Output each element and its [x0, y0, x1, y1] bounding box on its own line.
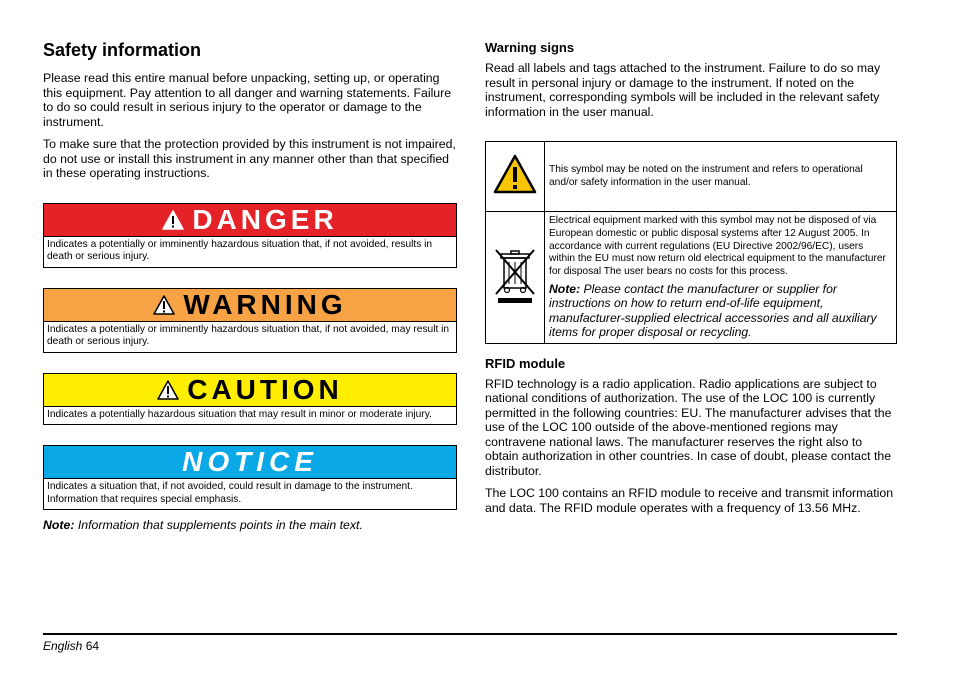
section-title: Safety information — [43, 40, 202, 60]
protection-paragraph: To make sure that the protection provided by this instrument is not impaired, do not use or install this instrument in any manner other than that specified in these operating instructions. — [43, 137, 456, 180]
danger-box — [43, 203, 457, 268]
table-row — [486, 212, 897, 344]
warning-label: WARNING — [183, 288, 347, 320]
footer-divider — [43, 633, 897, 635]
rfid-heading: RFID module — [485, 355, 566, 371]
symbol-description: This symbol may be noted on the instrument and refers to operational and/or safety information in the user manual. — [545, 142, 897, 212]
right-column — [485, 40, 897, 523]
warning-triangle-icon — [162, 210, 184, 230]
caution-label: CAUTION — [187, 373, 343, 405]
warning-triangle-icon — [157, 380, 179, 400]
warning-description: Indicates a potentially or imminently hazardous situation that, if not avoided, may result in death or serious injury. — [47, 323, 450, 347]
caution-banner — [44, 374, 456, 407]
caution-description: Indicates a potentially hazardous situation that may result in minor or moderate injury. — [47, 408, 432, 420]
symbol-cell — [486, 212, 545, 344]
warning-banner — [44, 289, 456, 322]
warning-triangle-icon — [492, 153, 538, 195]
warning-triangle-icon — [153, 295, 175, 315]
notice-label: NOTICE — [182, 446, 318, 477]
danger-label: DANGER — [192, 203, 338, 235]
warning-box — [43, 288, 457, 353]
main-note — [43, 518, 457, 532]
left-column — [43, 40, 457, 532]
symbol-description — [545, 212, 897, 344]
page-number: 64 — [85, 639, 100, 653]
table-row — [486, 142, 897, 212]
notice-banner — [44, 446, 456, 479]
disposal-note — [549, 282, 892, 340]
footer-language: English — [43, 639, 83, 653]
note-text: Information that supplements points in the main text. — [77, 518, 363, 532]
caution-box — [43, 373, 457, 426]
warning-signs-paragraph: Read all labels and tags attached to the instrument. Failure to do so may result in personal injury or damage to the instrument. If noted on the instrument, corresponding symbols will be included in the relevant safety information in the user manual. — [485, 61, 881, 119]
danger-description: Indicates a potentially or imminently hazardous situation that, if not avoided, results in death or serious injury. — [47, 238, 433, 262]
rfid-paragraph-1: RFID technology is a radio application. Radio applications are subject to national conditions of authorization. The use of the LOC 100 is currently permitted in the following countries: EU. The manufacturer advises that the use of the LOC 100 outside of the above-mentioned regions may contravene national laws. The manufacturer reserves the right also to obtain authorization in other countries. In case of doubt, please contact the distributor. — [485, 376, 892, 478]
note-label: Note: — [43, 518, 75, 532]
intro-paragraph: Please read this entire manual before unpacking, setting up, or operating this equipment. Pay attention to all danger and warning statements. Failure to do so could result in serious injury to the operator or damage to the instrument. — [43, 71, 452, 129]
crossed-bin-icon — [492, 244, 538, 306]
note-label: Note: — [549, 281, 581, 296]
symbol-cell — [486, 142, 545, 212]
disposal-text: Electrical equipment marked with this symbol may not be disposed of via European domestic or public disposal systems after 12 August 2005. In accordance with current regulations (EU Directive 2002/96/EC), users within the EU must now return old electrical equipment to the manufacturer for disposal The user bears no costs for this process. — [549, 215, 886, 278]
warning-signs-table — [485, 141, 897, 344]
page-footer — [43, 639, 99, 653]
warning-signs-heading: Warning signs — [485, 40, 575, 55]
notice-description: Indicates a situation that, if not avoided, could result in damage to the instrument. Information that requires special emphasis. — [47, 481, 413, 505]
rfid-paragraph-2: The LOC 100 contains an RFID module to receive and transmit information and data. The RFID module operates with a frequency of 13.56 MHz. — [485, 486, 894, 515]
danger-banner — [44, 204, 456, 237]
note-text: Please contact the manufacturer or supplier for instructions on how to return end-of-life equipment, manufacturer-supplied electrical accessories and all auxiliary items for proper disposal or recycling. — [549, 281, 877, 340]
notice-box — [43, 445, 457, 510]
